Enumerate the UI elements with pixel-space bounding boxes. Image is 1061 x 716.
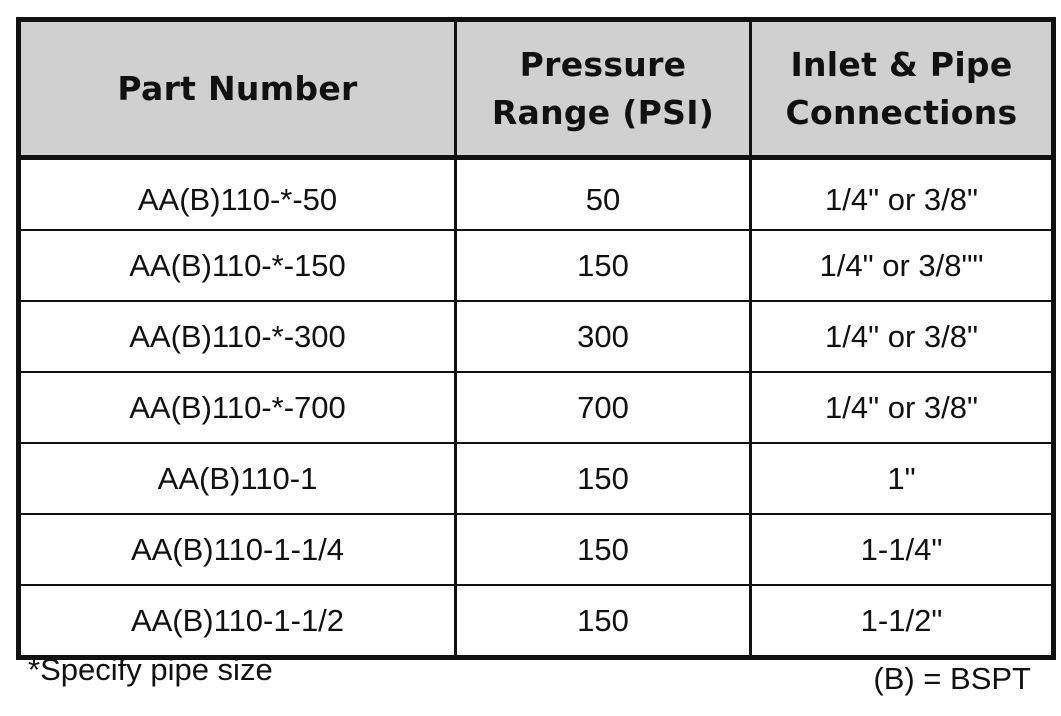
cell-part-number: AA(B)110-1-1/4	[19, 514, 456, 585]
cell-connection: 1-1/2"	[860, 602, 943, 638]
table-row	[19, 230, 1054, 301]
header-part-number-label: Part Number	[117, 68, 358, 108]
cell-part-number: AA(B)110-*-700	[19, 372, 456, 443]
cell-connection: 1-1/4"	[751, 514, 1054, 585]
cell-pressure: 150	[456, 230, 751, 301]
cell-pressure: 150	[456, 514, 751, 585]
table-row	[19, 158, 1054, 231]
cell-pressure: 50	[456, 158, 751, 231]
cell-pressure: 150	[456, 443, 751, 514]
table-header-row	[19, 20, 1054, 158]
header-part-number	[19, 20, 456, 158]
cell-pressure: 150	[456, 585, 751, 658]
cell-part-number: AA(B)110-*-300	[19, 301, 456, 372]
cell-connection: 1"	[751, 443, 1054, 514]
cell-pressure: 300	[456, 301, 751, 372]
table-row	[19, 372, 1054, 443]
header-pressure-line-2: Range (PSI)	[491, 92, 715, 132]
cell-part-number: AA(B)110-1-1/2	[19, 585, 456, 658]
table-row	[19, 585, 1054, 658]
cell-part-number: AA(B)110-*-50	[19, 158, 456, 231]
pressure-spec-table	[16, 17, 1056, 660]
cell-part-number: AA(B)110-1	[19, 443, 456, 514]
header-pressure-line-1: Pressure	[519, 44, 687, 84]
table-row	[19, 514, 1054, 585]
header-inlet-line-2: Connections	[785, 92, 1018, 132]
header-pressure-range	[456, 20, 751, 158]
cell-connection: 1/4" or 3/8"	[751, 301, 1054, 372]
table-row	[19, 443, 1054, 514]
cell-connection: 1/4" or 3/8"	[751, 372, 1054, 443]
table-row	[19, 301, 1054, 372]
header-inlet-line-1: Inlet & Pipe	[790, 44, 1013, 84]
footnote-specify-pipe-size: *Specify pipe size	[28, 652, 273, 687]
cell-connection: 1/4" or 3/8"	[751, 158, 1054, 231]
header-inlet-connections	[751, 20, 1054, 158]
cell-part-number: AA(B)110-*-150	[19, 230, 456, 301]
cell-pressure: 700	[456, 372, 751, 443]
cell-connection: 1/4" or 3/8""	[751, 230, 1054, 301]
footnote-bspt: (B) = BSPT	[873, 661, 1031, 696]
